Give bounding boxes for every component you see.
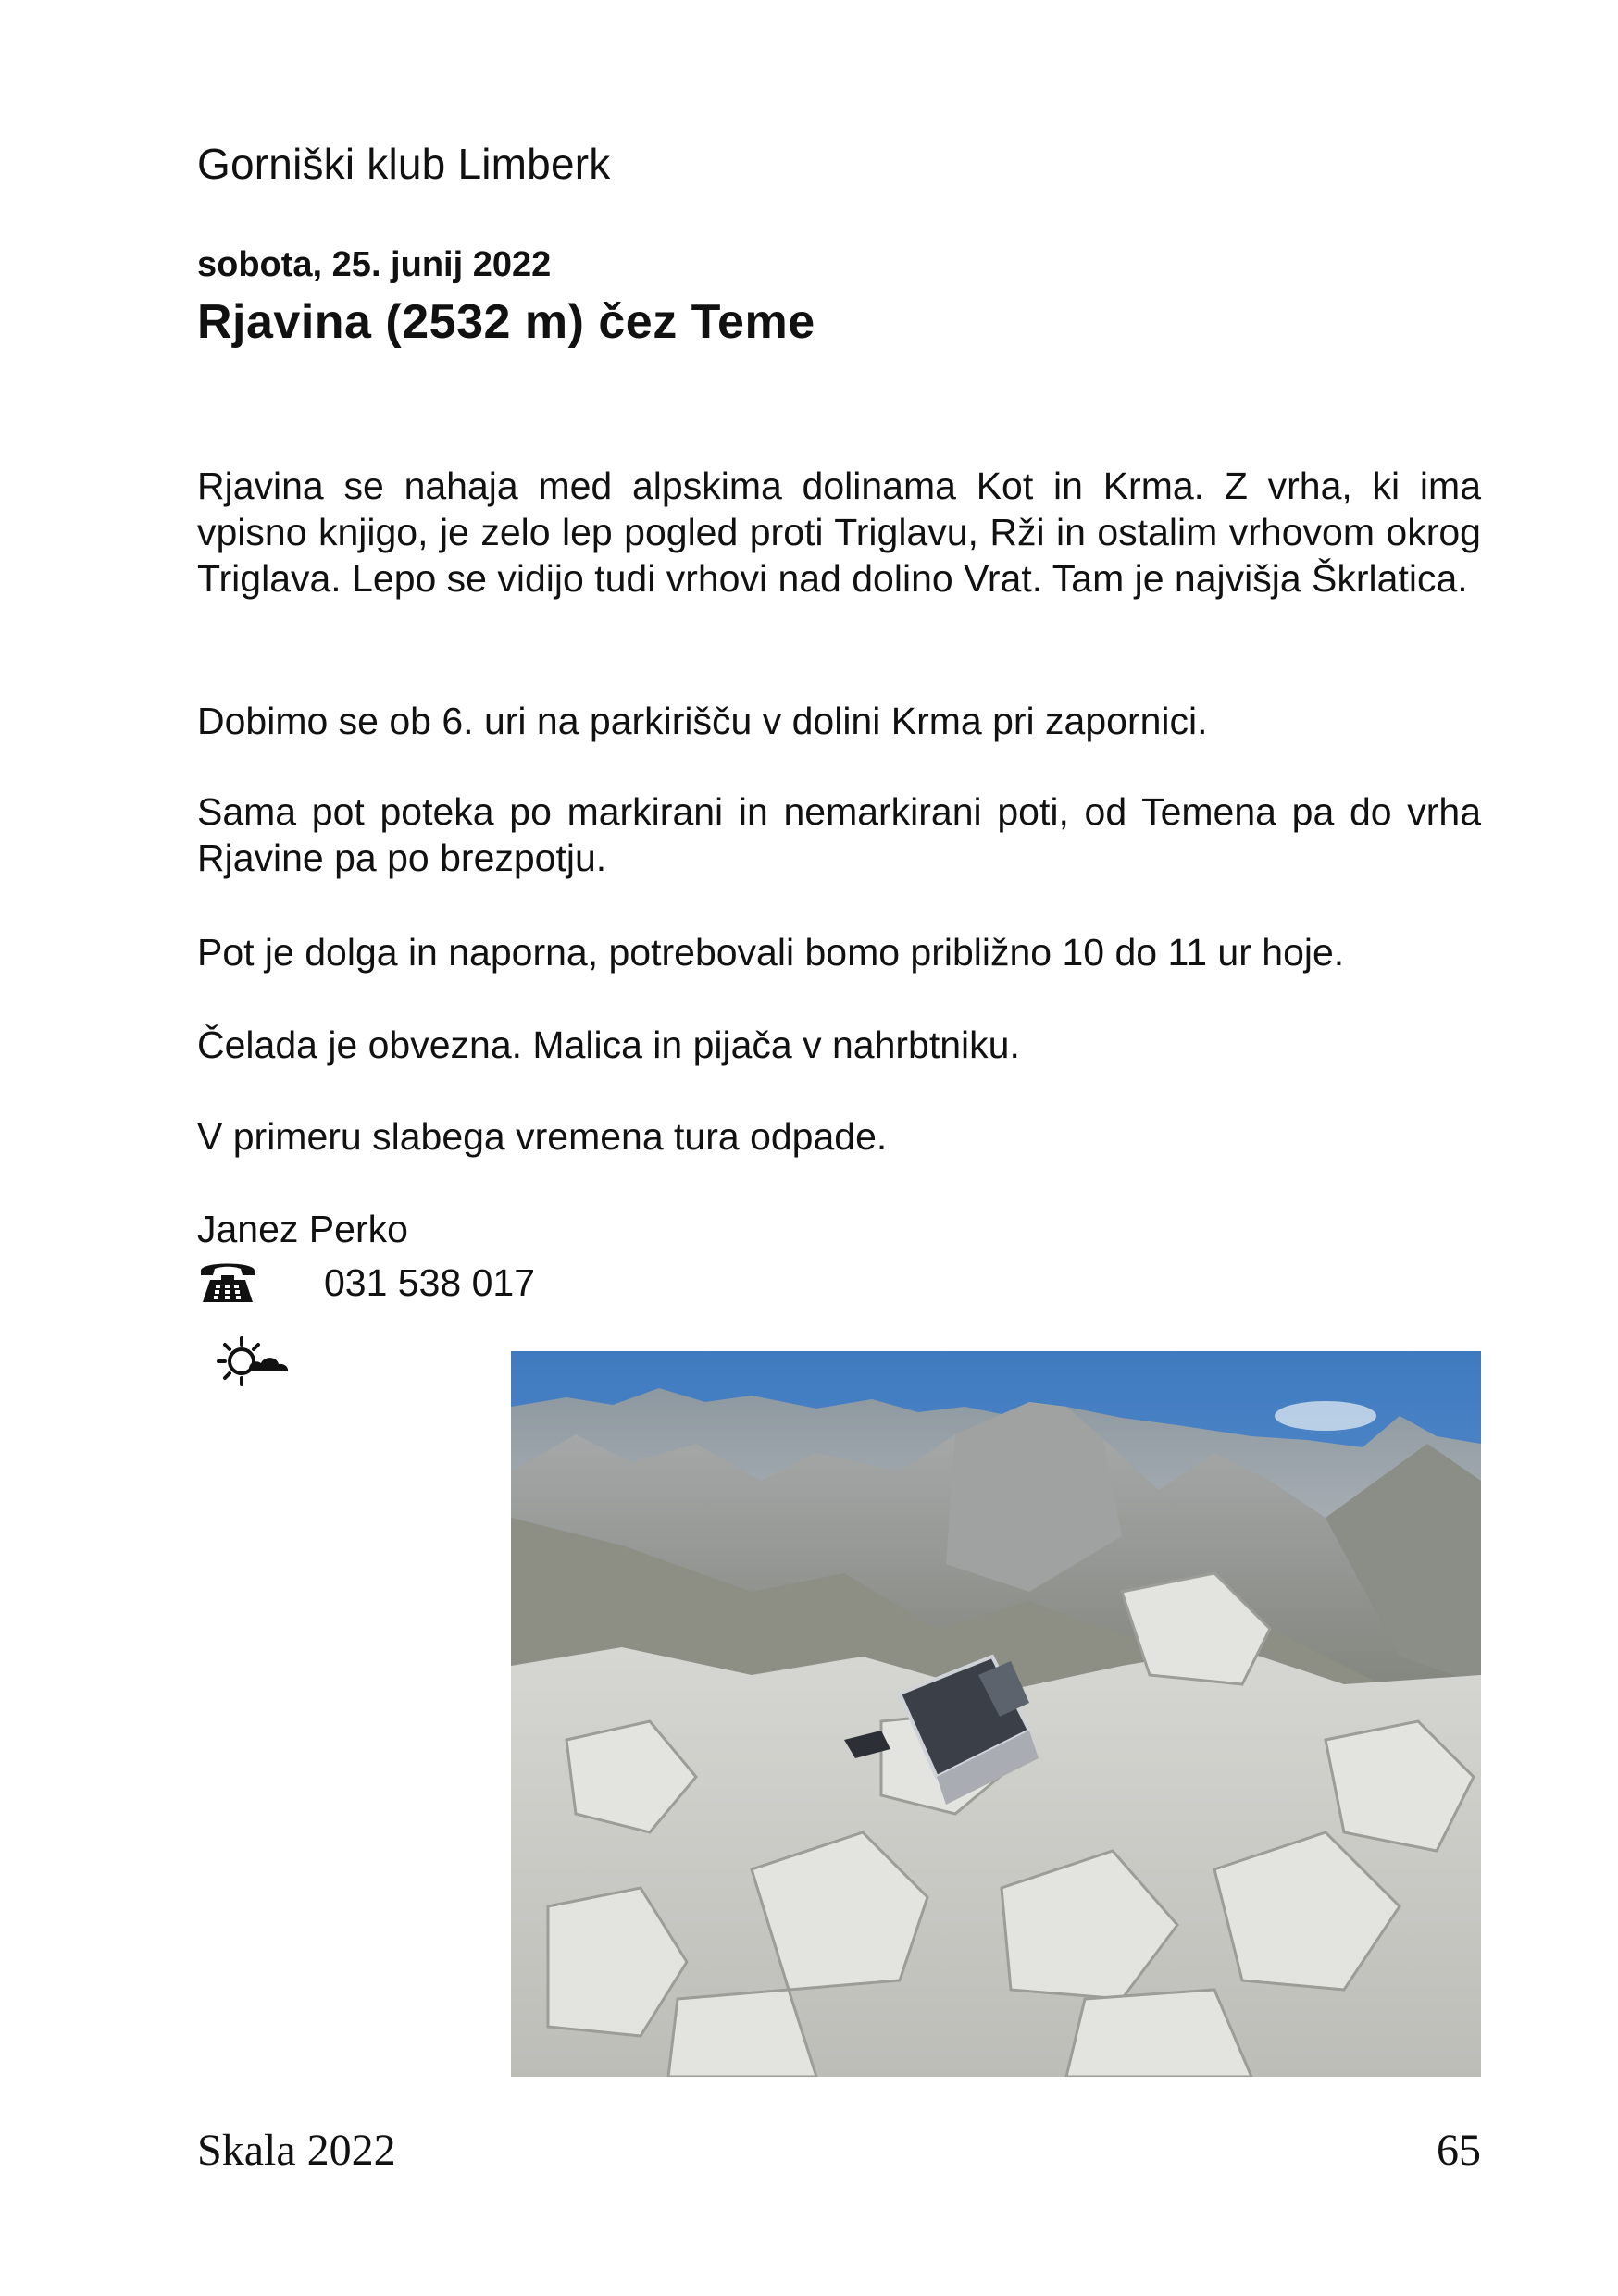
paragraph-intro: Rjavina se nahaja med alpskima dolinama Kot in Krma. Z vrha, ki ima vpisno knjigo, je zelo lep pogled proti Triglavu, Rži in ostalim vrhovom okrog Triglava. Lepo se vidijo tudi vrhovi nad dolino Vrat. Tam je najvišja Škrlatica. [197, 465, 1481, 600]
paragraph-equipment: Čelada je obvezna. Malica in pijača v nahrbtniku. [197, 1024, 1020, 1066]
club-name: Gorniški klub Limberk [197, 140, 611, 188]
paragraph-meeting: Dobimo se ob 6. uri na parkirišču v dolini Krma pri zapornici. [197, 700, 1208, 742]
leader-name: Janez Perko [197, 1208, 408, 1250]
event-date: sobota, 25. junij 2022 [197, 245, 552, 284]
phone-number: 031 538 017 [324, 1261, 536, 1304]
telephone-icon [197, 1258, 258, 1306]
page-title: Rjavina (2532 m) čez Teme [197, 295, 815, 349]
sun-cloud-icon [216, 1334, 290, 1386]
paragraph-weather: V primeru slabega vremena tura odpade. [197, 1115, 888, 1158]
paragraph-route: Sama pot poteka po markirani in nemarkirani poti, od Temena pa do vrha Rjavine pa po brezpotju. [197, 790, 1481, 879]
phone-row [197, 1254, 536, 1309]
footer-page-number: 65 [1437, 2126, 1481, 2175]
mountain-summit-photo [511, 1351, 1481, 2077]
footer-publication: Skala 2022 [197, 2126, 396, 2175]
paragraph-duration: Pot je dolga in naporna, potrebovali bomo približno 10 do 11 ur hoje. [197, 931, 1345, 974]
